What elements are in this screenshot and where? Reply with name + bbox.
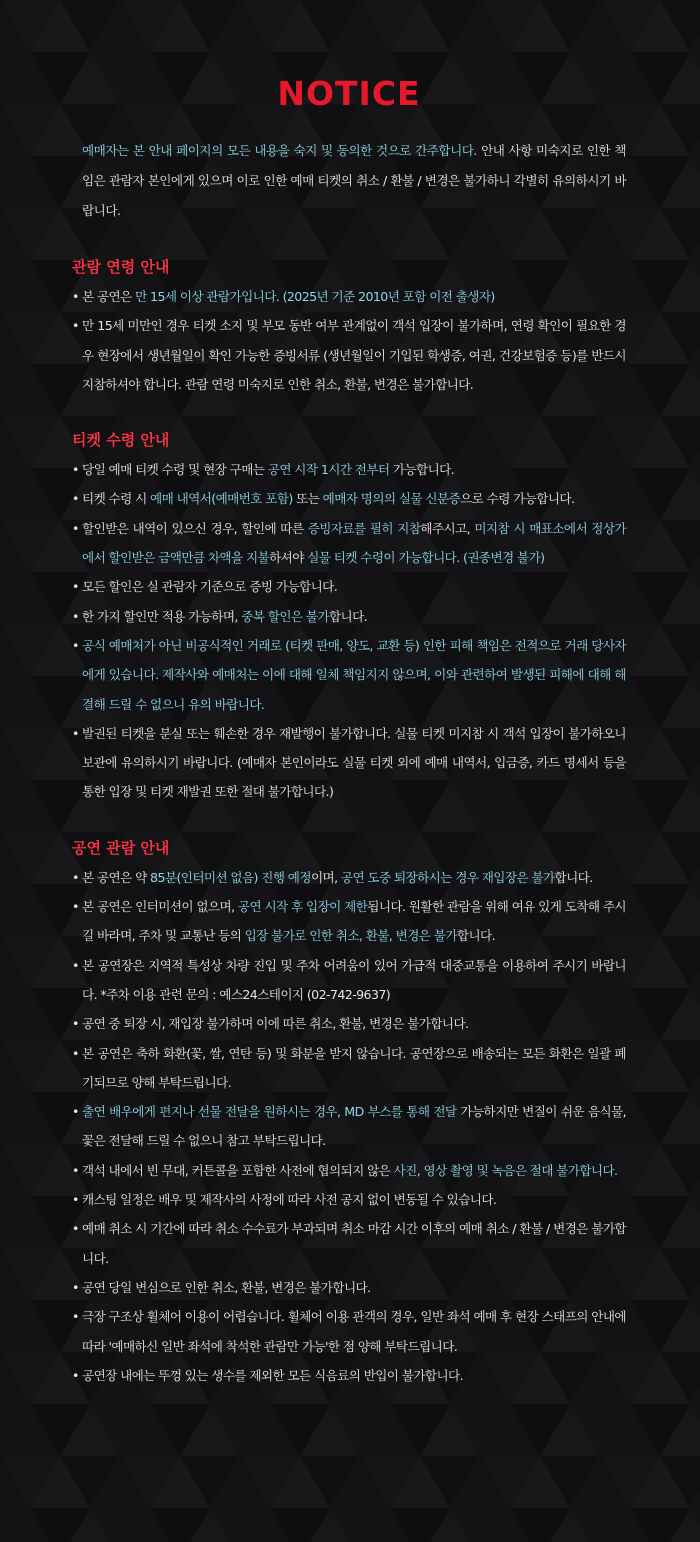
notice-list xyxy=(72,863,626,1390)
body-text: 합니다. xyxy=(554,869,593,885)
list-item xyxy=(72,311,626,399)
list-item xyxy=(72,1361,626,1390)
body-text: 공연장 내에는 뚜껑 있는 생수를 제외한 모든 식음료의 반입이 불가합니다. xyxy=(82,1367,463,1383)
list-item xyxy=(72,719,626,807)
highlight-text: 공연 시작 후 입장이 제한 xyxy=(237,899,368,915)
list-item xyxy=(72,455,626,484)
list-item xyxy=(72,1097,626,1156)
body-text: 합니다. xyxy=(456,928,495,944)
body-text: 으로 수령 가능합니다. xyxy=(460,491,575,507)
list-item xyxy=(72,1039,626,1098)
body-text: 본 공연은 약 xyxy=(82,869,151,885)
body-text: 캐스팅 일정은 배우 및 제작사의 사정에 따라 사전 공지 없이 변동될 수 있습니다. xyxy=(82,1192,497,1208)
highlight-text: 공식 예매처가 아닌 비공식적인 거래로 (티켓 판매, 양도, 교환 등) 인한 피해 책임은 전적으로 거래 당사자에게 있습니다. 제작사와 예매처는 이에 대해 일체 책임지지 않으며, 이와 관련하여 발생된 피해에 대해 해결해 드릴 수 없으니 유의 바랍니다. xyxy=(82,637,626,712)
highlight-text: 실물 티켓 수령이 가능합니다. (권종변경 불가) xyxy=(307,550,545,566)
body-text: 합니다. xyxy=(328,608,368,624)
body-text: 해주시고, xyxy=(420,520,475,536)
body-text: 하셔야 xyxy=(269,550,308,566)
body-text: 한 가지 할인만 적용 가능하며, xyxy=(82,608,242,624)
section-title: 공연 관람 안내 xyxy=(72,838,170,857)
list-item xyxy=(72,951,626,1010)
highlight-text: 사진, 영상 촬영 및 녹음은 절대 불가합니다. xyxy=(393,1162,618,1178)
body-text: 객석 내에서 빈 무대, 커튼콜을 포함한 사전에 협의되지 않은 xyxy=(82,1162,394,1178)
body-text: 만 15세 미만인 경우 티켓 소지 및 부모 동반 여부 관계없이 객석 입장이 불가하며, 연령 확인이 필요한 경우 현장에서 생년월일이 확인 가능한 증빙서류 (생년월일이 기입된 학생증, 여권, 건강보험증 등)를 반드시 지참하셔야 합니다. 관람 연령 미숙지로 인한 취소, 환불, 변경은 불가합니다. xyxy=(82,318,626,392)
highlight-text: 입장 불가로 인한 취소, 환불, 변경은 불가 xyxy=(244,928,457,944)
section-title: 관람 연령 안내 xyxy=(72,258,170,276)
body-text: 됩니다. 원활한 관람을 위해 여유 있게 도착해 주시길 바라며, 주차 및 교통난 등의 xyxy=(82,899,626,944)
list-item xyxy=(72,282,626,311)
body-text: 이며, xyxy=(310,869,341,885)
highlight-text: 예매자는 본 안내 페이지의 모든 내용을 숙지 및 동의한 것으로 간주합니다. xyxy=(82,143,477,158)
list-item xyxy=(72,863,626,892)
highlight-text: 출연 배우에게 편지나 선물 전달을 원하시는 경우, MD 부스를 통해 전달 xyxy=(82,1104,457,1120)
list-item xyxy=(72,514,626,573)
highlight-text: 공연 시작 1시간 전부터 xyxy=(267,462,390,478)
list-item xyxy=(72,1009,626,1038)
list-item xyxy=(72,631,626,719)
list-item xyxy=(72,1273,626,1302)
list-item xyxy=(72,602,626,631)
body-text: 예매 취소 시 기간에 따라 취소 수수료가 부과되며 취소 마감 시간 이후의 예매 취소 / 환불 / 변경은 불가합니다. xyxy=(82,1221,626,1266)
notice-sections xyxy=(72,256,626,1390)
highlight-text: 85분(인터미션 없음) 진행 예정 xyxy=(150,869,311,885)
body-text: 본 공연장은 지역적 특성상 차량 진입 및 주차 어려움이 있어 가급적 대중교통을 이용하여 주시기 바랍니다. *주차 이용 관련 문의 : 예스24스테이지 (02-742-9637) xyxy=(82,957,626,1002)
list-item xyxy=(72,1156,626,1185)
body-text: 본 공연은 축하 화환(꽃, 쌀, 연탄 등) 및 화분을 받지 않습니다. 공연장으로 배송되는 모든 화환은 일괄 폐기되므로 양해 부탁드립니다. xyxy=(82,1045,626,1090)
intro-paragraph xyxy=(72,136,626,226)
list-item xyxy=(72,1302,626,1361)
body-text: 극장 구조상 휠체어 이용이 어렵습니다. 휠체어 이용 관객의 경우, 일반 좌석 예매 후 현장 스태프의 안내에 따라 '예매하신 일반 좌석에 착석한 관람만 가능'한 점 양해 부탁드립니다. xyxy=(82,1309,626,1354)
highlight-text: 만 15세 이상 관람가입니다. (2025년 기준 2010년 포함 이전 출생자) xyxy=(135,289,495,304)
body-text: 모든 할인은 실 관람자 기준으로 증빙 가능합니다. xyxy=(82,579,338,595)
body-text: 티켓 수령 시 xyxy=(82,491,151,507)
notice-list xyxy=(72,455,626,807)
body-text: 가능합니다. xyxy=(389,462,455,478)
list-item xyxy=(72,484,626,513)
body-text: 본 공연은 인터미션이 없으며, xyxy=(82,899,238,915)
body-text: 가능하지만 변질이 쉬운 음식물, 꽃은 전달해 드릴 수 없으니 참고 부탁드립니다. xyxy=(82,1104,626,1149)
notice-list xyxy=(72,282,626,399)
highlight-text: 예매자 명의의 실물 신분증 xyxy=(322,491,461,507)
highlight-text: 예매 내역서(예매번호 포함) xyxy=(150,491,293,507)
list-item xyxy=(72,1214,626,1273)
section-title: 티켓 수령 안내 xyxy=(72,431,170,450)
highlight-text: 공연 도중 퇴장하시는 경우 재입장은 불가 xyxy=(340,869,555,885)
list-item xyxy=(72,572,626,601)
body-text: 본 공연은 xyxy=(82,289,136,304)
body-text: 안내 사항 미숙지로 인한 책임은 관람자 본인에게 있으며 이로 인한 예매 티켓의 취소 / 환불 / 변경은 불가하니 각별히 유의하시기 바랍니다. xyxy=(82,143,626,218)
body-text: 공연 중 퇴장 시, 재입장 불가하며 이에 따른 취소, 환불, 변경은 불가합니다. xyxy=(82,1016,469,1032)
list-item xyxy=(72,892,626,951)
body-text: 발권된 티켓을 분실 또는 훼손한 경우 재발행이 불가합니다. 실물 티켓 미지참 시 객석 입장이 불가하오니 보관에 유의하시기 바랍니다. (예매자 본인이라도 실물 티켓 외에 예매 내역서, 입금증, 카드 명세서 등을 통한 입장 및 티켓 재발권 또한 절대 불가합니다.) xyxy=(82,725,626,800)
body-text: 당일 예매 티켓 수령 및 현장 구매는 xyxy=(82,462,268,478)
notice-title: NOTICE xyxy=(277,74,421,113)
highlight-text: 미지참 시 매표소에서 정상가에서 할인받은 금액만큼 차액을 지불 xyxy=(82,520,627,566)
body-text: 할인받은 내역이 있으신 경우, 할인에 따른 xyxy=(82,520,308,536)
body-text: 공연 당일 변심으로 인한 취소, 환불, 변경은 불가합니다. xyxy=(82,1279,371,1295)
body-text: 또는 xyxy=(292,491,323,507)
highlight-text: 증빙자료를 필히 지참 xyxy=(307,520,421,536)
list-item xyxy=(72,1185,626,1214)
highlight-text: 중복 할인은 불가 xyxy=(241,608,329,624)
